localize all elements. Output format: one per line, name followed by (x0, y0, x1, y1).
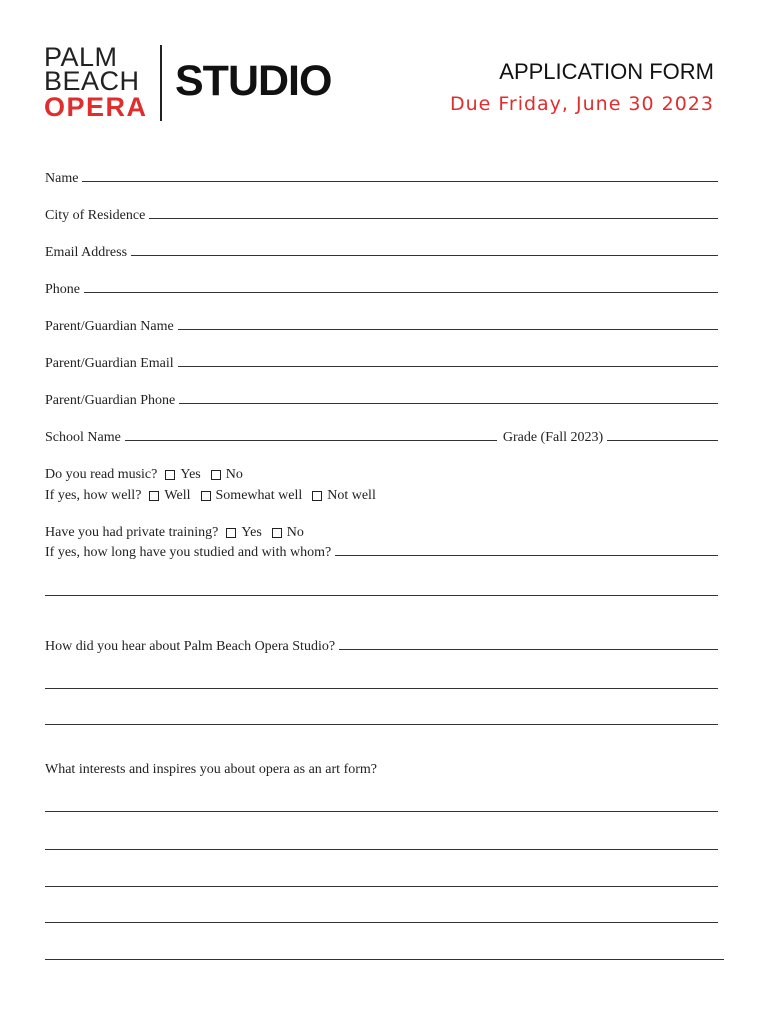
logo-beach: BEACH (44, 66, 140, 96)
guardian-name-row (45, 317, 718, 336)
hear-field[interactable] (339, 637, 718, 650)
music-level-question: If yes, how well? (45, 488, 142, 503)
guardian-name-label: Parent/Guardian Name (45, 319, 174, 334)
interest-answer-line-1[interactable] (45, 811, 718, 812)
name-row (45, 169, 718, 188)
interest-answer-line-2[interactable] (45, 849, 718, 850)
music-level-not-well-label: Not well (327, 488, 376, 503)
email-field[interactable] (131, 243, 718, 256)
city-field[interactable] (149, 206, 718, 219)
read-music-no-checkbox[interactable] (211, 470, 221, 480)
interest-answer-line-4[interactable] (45, 922, 718, 923)
music-level-well-label: Well (164, 488, 191, 503)
read-music-no-label: No (225, 467, 243, 482)
training-yes-option[interactable] (226, 524, 261, 542)
guardian-phone-label: Parent/Guardian Phone (45, 393, 176, 408)
training-answer-line[interactable] (45, 595, 718, 596)
interest-answer-line-3[interactable] (45, 886, 718, 887)
music-level-well-option[interactable] (149, 487, 190, 505)
interest-row (45, 761, 381, 779)
read-music-row (45, 466, 253, 484)
school-row (45, 428, 718, 447)
grade-label: Grade (Fall 2023) (502, 430, 604, 445)
due-date: Due Friday, June 30 2023 (449, 93, 714, 115)
training-row (45, 524, 314, 542)
guardian-name-field[interactable] (178, 317, 718, 330)
training-no-option[interactable] (272, 524, 304, 542)
music-level-somewhat-checkbox[interactable] (201, 491, 211, 501)
form-title: APPLICATION FORM (499, 59, 714, 84)
interest-answer-line-5[interactable] (45, 959, 724, 960)
guardian-phone-field[interactable] (179, 391, 718, 404)
training-no-label: No (286, 525, 304, 540)
training-followup-label: If yes, how long have you studied and with whom? (45, 545, 332, 560)
hear-answer-line-1[interactable] (45, 688, 718, 689)
phone-field[interactable] (84, 280, 718, 293)
music-level-not-well-option[interactable] (312, 487, 376, 505)
hear-label: How did you hear about Palm Beach Opera Studio? (45, 639, 336, 654)
music-level-row (45, 487, 386, 505)
training-followup-row (45, 543, 718, 562)
logo-palm: PALM (44, 42, 118, 72)
interest-label: What interests and inspires you about opera as an art form? (45, 762, 378, 777)
email-label: Email Address (45, 245, 128, 260)
grade-field[interactable] (607, 428, 718, 441)
read-music-yes-label: Yes (180, 467, 201, 482)
training-yes-label: Yes (241, 525, 262, 540)
read-music-yes-option[interactable] (165, 466, 200, 484)
training-yes-checkbox[interactable] (226, 528, 236, 538)
school-field[interactable] (125, 428, 497, 441)
training-followup-field[interactable] (335, 543, 718, 556)
name-label: Name (45, 171, 79, 186)
guardian-phone-row (45, 391, 718, 410)
read-music-no-option[interactable] (211, 466, 243, 484)
logo-opera: OPERA (44, 92, 148, 122)
email-row (45, 243, 718, 262)
guardian-email-label: Parent/Guardian Email (45, 356, 174, 371)
read-music-question: Do you read music? (45, 467, 158, 482)
hear-row (45, 637, 718, 656)
music-level-somewhat-label: Somewhat well (215, 488, 303, 503)
hear-answer-line-2[interactable] (45, 724, 718, 725)
phone-row (45, 280, 718, 299)
training-question: Have you had private training? (45, 525, 219, 540)
training-no-checkbox[interactable] (272, 528, 282, 538)
city-label: City of Residence (45, 208, 146, 223)
name-field[interactable] (82, 169, 718, 182)
guardian-email-row (45, 354, 718, 373)
logo-studio: STUDIO (175, 57, 332, 105)
music-level-somewhat-option[interactable] (201, 487, 303, 505)
music-level-not-well-checkbox[interactable] (312, 491, 322, 501)
city-row (45, 206, 718, 225)
read-music-yes-checkbox[interactable] (165, 470, 175, 480)
guardian-email-field[interactable] (178, 354, 718, 367)
school-label: School Name (45, 430, 121, 445)
logo-divider (160, 45, 162, 121)
phone-label: Phone (45, 282, 80, 297)
music-level-well-checkbox[interactable] (149, 491, 159, 501)
